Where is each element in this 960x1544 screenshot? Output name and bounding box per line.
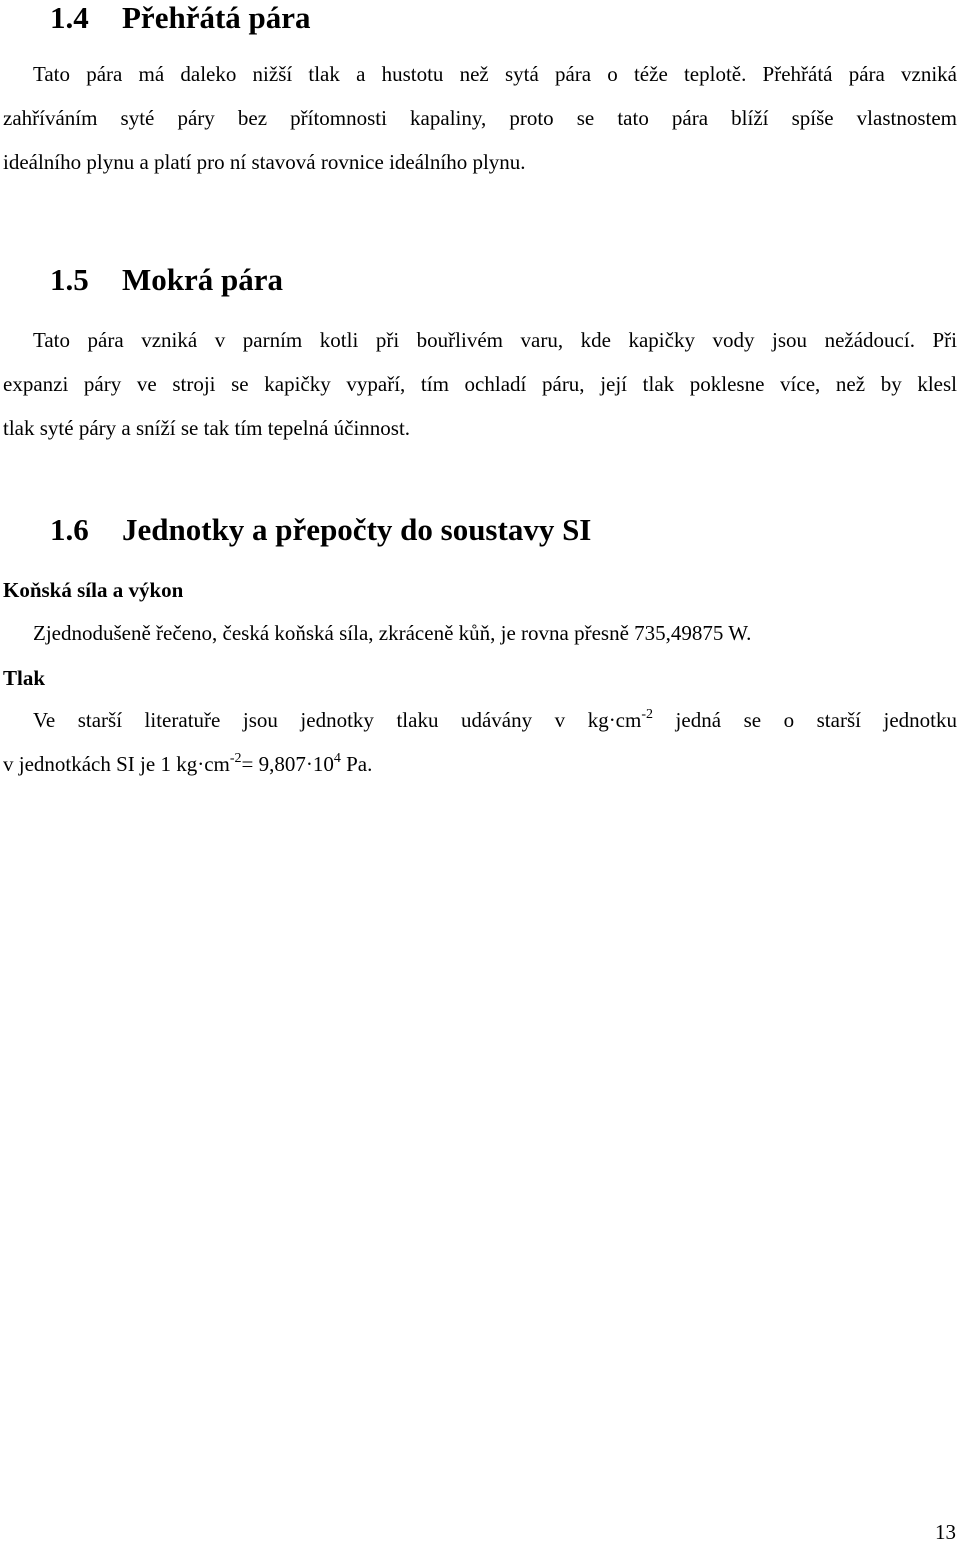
text-run: Ve starší literatuře jsou jednotky tlaku udávány v kg·cm: [33, 708, 642, 732]
superscript: 4: [333, 751, 341, 766]
paragraph-line: [3, 742, 957, 786]
paragraph-line: ideálního plynu a platí pro ní stavová rovnice ideálního plynu.: [3, 150, 526, 174]
paragraph-line: Zjednodušeně řečeno, česká koňská síla, zkráceně kůň, je rovna přesně 735,49875 W.: [33, 621, 752, 645]
paragraph-prehrata-para: [3, 52, 957, 184]
text-run: jedná se o starší jednotku: [653, 708, 957, 732]
paragraph-line: Tato pára má daleko nižší tlak a hustotu než sytá pára o téže teplotě. Přehřátá pára vzniká: [33, 62, 957, 86]
paragraph-line: tlak syté páry a sníží se tak tím tepelná účinnost.: [3, 416, 411, 440]
subheading-konska-sila: Koňská síla a výkon: [3, 578, 184, 602]
subheading-tlak: [3, 665, 45, 691]
section-heading-1-4: [50, 0, 311, 36]
section-title: Mokrá pára: [122, 262, 284, 297]
section-heading-1-6: [50, 512, 591, 548]
paragraph-line: zahříváním syté páry bez přítomnosti kapaliny, proto se tato pára blíží spíše vlastnostem: [3, 106, 957, 130]
paragraph-konska-sila: [3, 611, 957, 655]
paragraph-mokra-para: [3, 318, 957, 450]
section-number: 1.5: [50, 262, 89, 297]
section-number: 1.4: [50, 0, 89, 35]
superscript: -2: [229, 751, 242, 766]
text-run: Pa.: [340, 752, 373, 776]
section-title: Přehřátá pára: [122, 0, 311, 35]
text-run: = 9,807·10: [241, 752, 334, 776]
section-title: Jednotky a přepočty do soustavy SI: [122, 512, 592, 547]
paragraph-line: [3, 698, 957, 742]
subheading-text: Tlak: [3, 666, 46, 690]
section-heading-1-5: [50, 262, 283, 298]
page-number: 13: [935, 1520, 956, 1544]
paragraph-tlak: [3, 698, 957, 786]
superscript: -2: [641, 707, 654, 722]
section-number: 1.6: [50, 512, 89, 547]
paragraph-line: Tato pára vzniká v parním kotli při bouřlivém varu, kde kapičky vody jsou nežádoucí. Při: [33, 328, 957, 352]
text-run: v jednotkách SI je 1 kg·cm: [3, 752, 230, 776]
paragraph-line: expanzi páry ve stroji se kapičky vypaří, tím ochladí páru, její tlak poklesne více, než by klesl: [3, 372, 957, 396]
